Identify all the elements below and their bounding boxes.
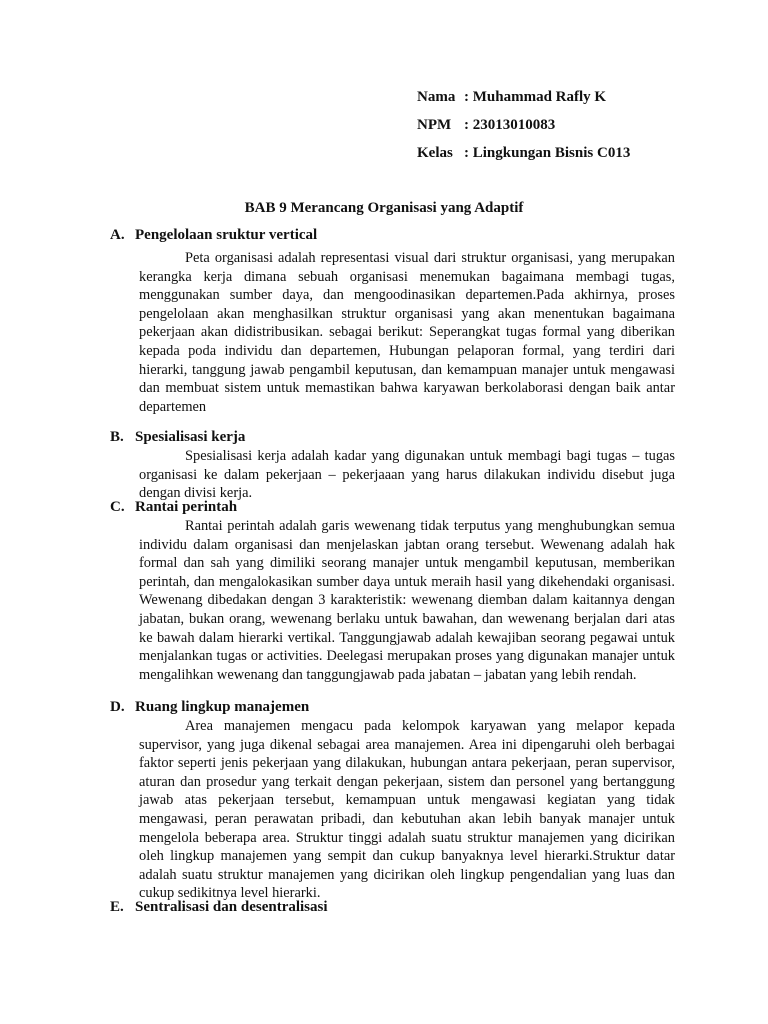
- identity-name-row: [417, 88, 630, 116]
- chapter-title: BAB 9 Merancang Organisasi yang Adaptif: [244, 200, 524, 216]
- section-letter: E.: [110, 899, 124, 915]
- section-e: [110, 898, 675, 917]
- section-a: [110, 226, 675, 416]
- name-value: : Muhammad Rafly K: [464, 89, 607, 105]
- class-label: Kelas: [417, 145, 453, 161]
- section-body: Rantai perintah adalah garis wewenang tidak terputus yang menghubungkan semua individu dalam organisasi dan menjelaskan jabtan orang tersebut. Wewenang adalah hak formal dan sah yang dimiliki seorang manajer untuk mengambil keputusan, memberikan perintah, dan mengalokasikan sumber daya untuk meraih hasil yang dikehendaki organisasi. Wewenang dibedakan dengan 3 karakteristik: wewenang diemban dalam kaitannya dengan jabatan, bukan orang, wewenang berlaku untuk bawahan, dan wewenang berjalan dari atas ke bawah dalam hierarki vertikal. Tanggungjawab adalah kewajiban seorang pegawai untuk menjalankan tugas or activities. Deelegasi merupakan proses yang digunakan manajer untuk mengalihkan wewenang dan tanggungjawab pada jabatan – jabatan yang lebih rendah.: [139, 518, 675, 683]
- name-label: Nama: [417, 89, 456, 105]
- section-heading: [110, 226, 675, 245]
- section-heading: [110, 428, 675, 447]
- npm-value: : 23013010083: [464, 117, 556, 133]
- section-title: Sentralisasi dan desentralisasi: [135, 899, 328, 915]
- section-title: Pengelolaan sruktur vertical: [135, 227, 318, 243]
- section-letter: B.: [110, 429, 124, 445]
- section-body: Spesialisasi kerja adalah kadar yang digunakan untuk membagi bagi tugas – tugas organisasi ke dalam pekerjaan – pekerjaaan yang harus dilakukan individu disebut juga dengan divisi kerja.: [139, 448, 675, 502]
- class-value: : Lingkungan Bisnis C013: [464, 145, 631, 161]
- npm-label: NPM: [417, 117, 452, 133]
- section-letter: A.: [110, 227, 125, 243]
- section-title: Rantai perintah: [135, 499, 238, 515]
- section-heading: [110, 498, 675, 517]
- section-d: [110, 698, 675, 903]
- section-letter: C.: [110, 499, 125, 515]
- identity-block: [417, 88, 630, 172]
- section-letter: D.: [110, 699, 125, 715]
- section-c: [110, 498, 675, 684]
- section-heading: [110, 698, 675, 717]
- section-b: [110, 428, 675, 503]
- section-title: Ruang lingkup manajemen: [135, 699, 310, 715]
- identity-npm-row: [417, 116, 630, 144]
- section-body: Area manajemen mengacu pada kelompok karyawan yang melapor kepada supervisor, yang juga dikenal sebagai area manajemen. Area ini dipengaruhi oleh berbagai faktor seperti jenis pekerjaan yang dilakukan, hubungan antara pekerjaan, peran supervisor, aturan dan prosedur yang terkait dengan pekerjaan, sistem dan personel yang bertanggung jawab atas pekerjaan tersebut, kemampuan untuk mengawasi kegiatan yang tidak mengawasi, peran perawatan pribadi, dan kebutuhan akan lebih banyak manajer untuk mengelola beberapa area. Struktur tinggi adalah suatu struktur manajemen yang dicirikan oleh lingkup manajemen yang sempit dan cukup banyaknya level hierarki.Struktur datar adalah suatu struktur manajemen yang dicirikan oleh lingkup pengendalian yang luas dan cukup sedikitnya level hierarki.: [139, 718, 675, 902]
- section-heading: [110, 898, 675, 917]
- section-body: Peta organisasi adalah representasi visual dari struktur organisasi, yang merupakan kerangka kerja dimana sebuah organisasi menemukan bagaimana membagi tugas, menggunakan sumber daya, dan mengoodinasikan departemen.Pada akhirnya, proses pengelolaan akan menghasilkan struktur organisasi yang akan menentukan bagaimana pekerjaan akan didistribusikan. sebagai berikut: Seperangkat tugas formal yang diberikan kepada poda individu dan departemen, Hubungan pelaporan formal, yang terdiri dari hierarki, tanggung jawab pengambil keputusan, dan kemampuan manajer untuk mengawasi dan membuat sistem untuk memastikan bahwa karyawan berkolaborasi dengan baik antar departemen: [139, 250, 675, 415]
- section-title: Spesialisasi kerja: [135, 429, 246, 445]
- identity-class-row: [417, 144, 630, 172]
